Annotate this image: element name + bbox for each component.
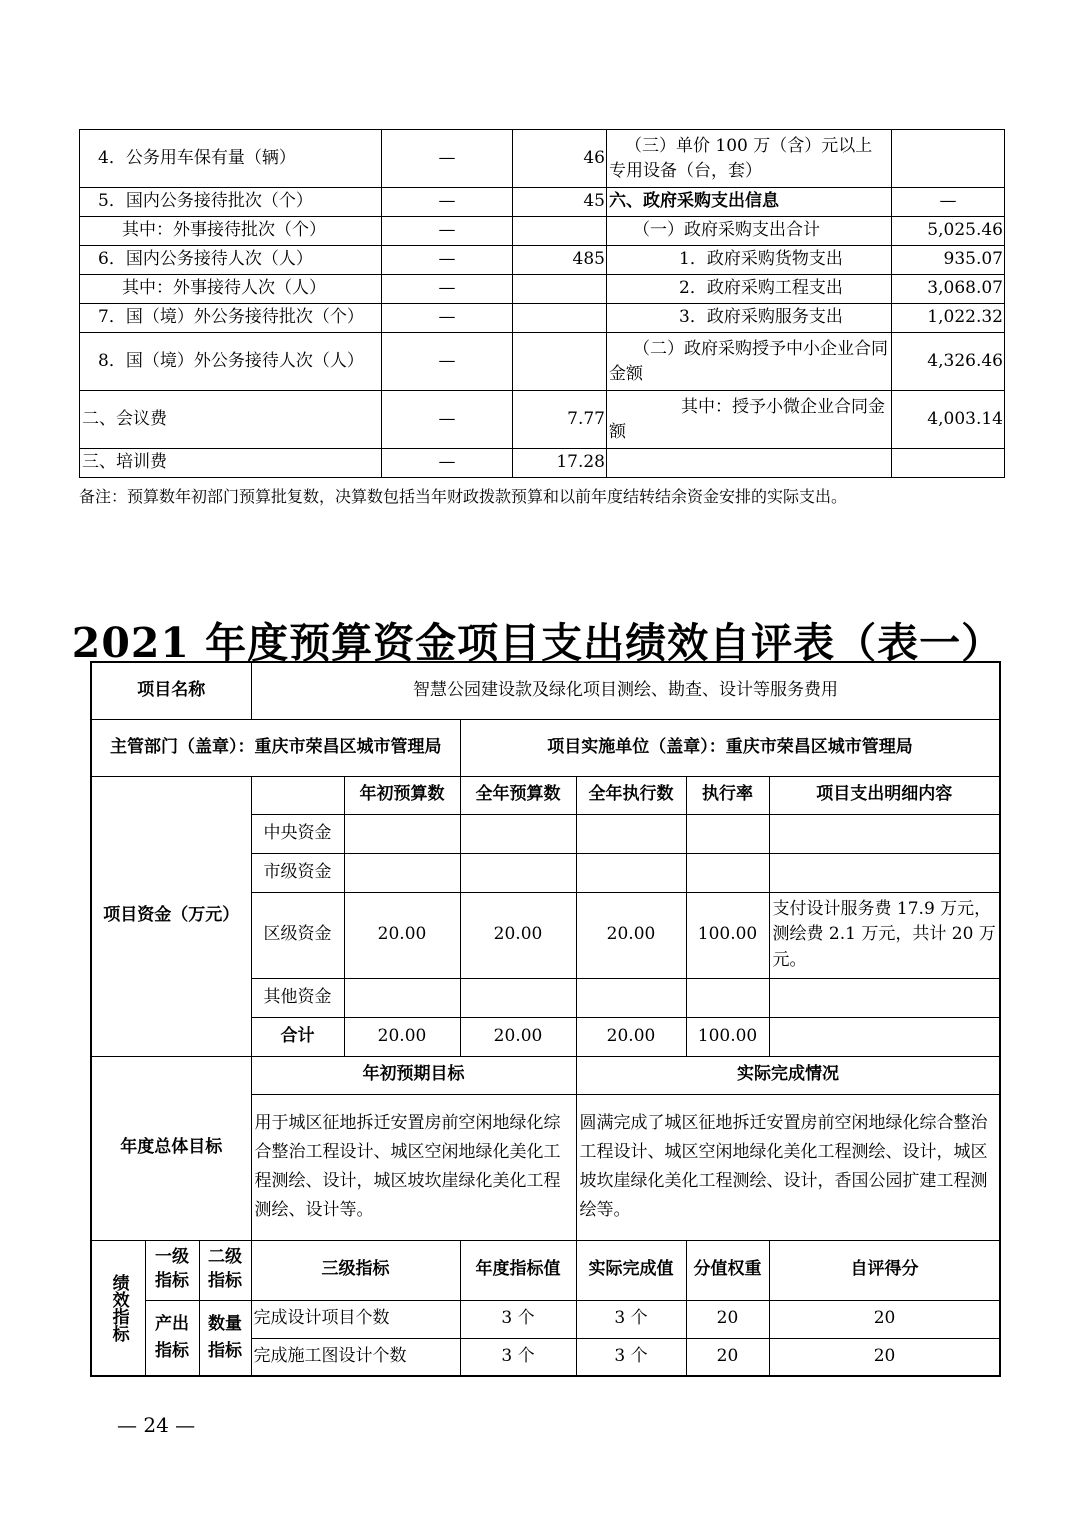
fund-header: 全年执行数 <box>576 776 686 814</box>
row-label: 6．国内公务接待人次（人） <box>80 246 382 275</box>
indicator-name: 完成施工图设计个数 <box>251 1338 460 1376</box>
fund-header: 执行率 <box>686 776 769 814</box>
table-row <box>91 1056 1000 1094</box>
row-label: 其中：外事接待人次（人） <box>80 275 382 304</box>
right-value-cell <box>892 449 1005 478</box>
fund-executed <box>576 853 686 892</box>
perf-header-score: 自评得分 <box>769 1240 1000 1300</box>
row-label: 其中：外事接待批次（个） <box>80 217 382 246</box>
fund-name: 合计 <box>251 1017 344 1056</box>
table-row <box>80 275 1005 304</box>
implementing-unit: 项目实施单位（盖章）：重庆市荣昌区城市管理局 <box>460 719 1000 776</box>
page-number: — 24 — <box>117 1413 196 1437</box>
table-row <box>91 1240 1000 1300</box>
right-label-cell <box>607 449 892 478</box>
actual-cell: 485 <box>513 246 607 275</box>
table-row <box>80 449 1005 478</box>
fund-rate: 100.00 <box>686 1017 769 1056</box>
performance-evaluation-table <box>90 661 1001 1377</box>
supervising-department: 主管部门（盖章）：重庆市荣昌区城市管理局 <box>91 719 460 776</box>
fund-annual <box>460 814 576 853</box>
table-row <box>80 217 1005 246</box>
right-label-cell: 3．政府采购服务支出 <box>607 304 892 333</box>
actual-cell <box>513 333 607 391</box>
budget-cell: — <box>382 304 513 333</box>
blank-header-cell <box>251 776 344 814</box>
right-label-cell: 2．政府采购工程支出 <box>607 275 892 304</box>
right-label-cell: 其中：授予小微企业合同金额 <box>607 391 892 449</box>
annual-goal-label: 年度总体目标 <box>91 1056 251 1240</box>
actual-goal-header: 实际完成情况 <box>576 1056 1000 1094</box>
perf-header-level3: 三级指标 <box>251 1240 460 1300</box>
indicator-actual: 3 个 <box>576 1338 686 1376</box>
fund-annual <box>460 978 576 1017</box>
right-value-cell: 5,025.46 <box>892 217 1005 246</box>
fund-header: 项目支出明细内容 <box>769 776 1000 814</box>
level2-quantity: 数量指标 <box>199 1300 251 1376</box>
fund-rate <box>686 814 769 853</box>
fund-initial: 20.00 <box>344 892 460 978</box>
budget-cell: — <box>382 246 513 275</box>
table-row <box>80 188 1005 217</box>
table-row <box>91 662 1000 719</box>
fund-detail <box>769 978 1000 1017</box>
right-value-cell: 4,326.46 <box>892 333 1005 391</box>
right-value-cell: 935.07 <box>892 246 1005 275</box>
right-value-cell: 4,003.14 <box>892 391 1005 449</box>
fund-initial: 20.00 <box>344 1017 460 1056</box>
actual-cell <box>513 304 607 333</box>
fund-executed: 20.00 <box>576 1017 686 1056</box>
table-row <box>80 130 1005 188</box>
expected-goal-header: 年初预期目标 <box>251 1056 576 1094</box>
indicator-actual: 3 个 <box>576 1300 686 1338</box>
perf-header-target: 年度指标值 <box>460 1240 576 1300</box>
indicator-target: 3 个 <box>460 1338 576 1376</box>
row-label: 三、培训费 <box>80 449 382 478</box>
public-expense-table <box>79 129 1005 478</box>
fund-detail: 支付设计服务费 17.9 万元，测绘费 2.1 万元，共计 20 万元。 <box>769 892 1000 978</box>
right-value-cell: — <box>892 188 1005 217</box>
fund-header: 年初预算数 <box>344 776 460 814</box>
indicator-weight: 20 <box>686 1300 769 1338</box>
table-row <box>80 246 1005 275</box>
performance-indicators-text: 绩效指标 <box>108 1273 129 1342</box>
actual-cell <box>513 275 607 304</box>
fund-rate <box>686 853 769 892</box>
fund-executed <box>576 978 686 1017</box>
right-value-cell: 3,068.07 <box>892 275 1005 304</box>
indicator-name: 完成设计项目个数 <box>251 1300 460 1338</box>
budget-cell: — <box>382 333 513 391</box>
actual-cell: 7.77 <box>513 391 607 449</box>
right-value-cell <box>892 130 1005 188</box>
row-label: 二、会议费 <box>80 391 382 449</box>
fund-detail <box>769 1017 1000 1056</box>
level1-output: 产出指标 <box>145 1300 199 1376</box>
fund-rate <box>686 978 769 1017</box>
budget-cell: — <box>382 188 513 217</box>
right-value-cell: 1,022.32 <box>892 304 1005 333</box>
perf-header-level2: 二级指标 <box>199 1240 251 1300</box>
fund-name: 其他资金 <box>251 978 344 1017</box>
fund-header: 全年预算数 <box>460 776 576 814</box>
fund-detail <box>769 814 1000 853</box>
fund-initial <box>344 853 460 892</box>
budget-cell: — <box>382 275 513 304</box>
project-funds-label: 项目资金（万元） <box>91 776 251 1056</box>
fund-detail <box>769 853 1000 892</box>
actual-cell: 45 <box>513 188 607 217</box>
table-note: 备注：预算数年初部门预算批复数，决算数包括当年财政拨款预算和以前年度结转结余资金安排的实际支出。 <box>79 487 848 506</box>
fund-initial <box>344 978 460 1017</box>
right-label-cell: （三）单价 100 万（含）元以上专用设备（台，套） <box>607 130 892 188</box>
fund-executed: 20.00 <box>576 892 686 978</box>
fund-annual: 20.00 <box>460 1017 576 1056</box>
fund-annual <box>460 853 576 892</box>
actual-cell: 17.28 <box>513 449 607 478</box>
performance-indicators-label <box>91 1240 145 1376</box>
budget-cell: — <box>382 391 513 449</box>
table-row <box>91 776 1000 814</box>
fund-name: 中央资金 <box>251 814 344 853</box>
indicator-weight: 20 <box>686 1338 769 1376</box>
perf-header-weight: 分值权重 <box>686 1240 769 1300</box>
page-title: 2021 年度预算资金项目支出绩效自评表（表一） <box>71 619 1004 667</box>
perf-header-level1: 一级指标 <box>145 1240 199 1300</box>
budget-cell: — <box>382 130 513 188</box>
budget-cell: — <box>382 449 513 478</box>
actual-cell: 46 <box>513 130 607 188</box>
table-row <box>80 304 1005 333</box>
actual-goal-text: 圆满完成了城区征地拆迁安置房前空闲地绿化综合整治工程设计、城区空闲地绿化美化工程测绘、设计，城区坡坎崖绿化美化工程测绘、设计，香国公园扩建工程测绘等。 <box>576 1094 1000 1240</box>
fund-rate: 100.00 <box>686 892 769 978</box>
right-label-cell: （一）政府采购支出合计 <box>607 217 892 246</box>
table-row <box>91 1300 1000 1338</box>
project-name-value: 智慧公园建设款及绿化项目测绘、勘查、设计等服务费用 <box>251 662 1000 719</box>
fund-name: 区级资金 <box>251 892 344 978</box>
project-name-label: 项目名称 <box>91 662 251 719</box>
row-label: 7．国（境）外公务接待批次（个） <box>80 304 382 333</box>
actual-cell <box>513 217 607 246</box>
table-row <box>80 391 1005 449</box>
table-row <box>80 333 1005 391</box>
indicator-score: 20 <box>769 1338 1000 1376</box>
fund-executed <box>576 814 686 853</box>
row-label: 5．国内公务接待批次（个） <box>80 188 382 217</box>
indicator-target: 3 个 <box>460 1300 576 1338</box>
perf-header-actual: 实际完成值 <box>576 1240 686 1300</box>
right-label-cell: 1．政府采购货物支出 <box>607 246 892 275</box>
table-row <box>91 719 1000 776</box>
fund-annual: 20.00 <box>460 892 576 978</box>
fund-initial <box>344 814 460 853</box>
right-label-cell: （二）政府采购授予中小企业合同金额 <box>607 333 892 391</box>
row-label: 8．国（境）外公务接待人次（人） <box>80 333 382 391</box>
expected-goal-text: 用于城区征地拆迁安置房前空闲地绿化综合整治工程设计、城区空闲地绿化美化工程测绘、设计，城区坡坎崖绿化美化工程测绘、设计等。 <box>251 1094 576 1240</box>
indicator-score: 20 <box>769 1300 1000 1338</box>
budget-cell: — <box>382 217 513 246</box>
row-label: 4．公务用车保有量（辆） <box>80 130 382 188</box>
fund-name: 市级资金 <box>251 853 344 892</box>
right-label-cell: 六、政府采购支出信息 <box>607 188 892 217</box>
